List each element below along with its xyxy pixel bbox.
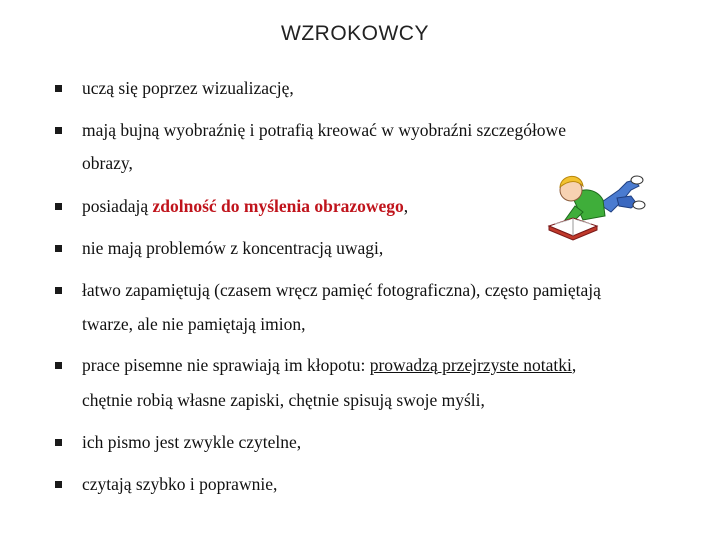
- boy-reading-illustration: [547, 160, 647, 242]
- list-item-text: posiadają: [82, 196, 153, 216]
- list-item-continuation: chętnie robią własne zapiski, chętnie spisują swoje myśli,: [82, 390, 485, 410]
- list-item-punctuation: ,: [571, 355, 577, 375]
- bullet-icon: [55, 481, 62, 488]
- list-item: [82, 195, 408, 217]
- list-item-continuation: obrazy,: [82, 153, 133, 173]
- list-item: [82, 354, 576, 376]
- underlined-phrase: prowadzą przejrzyste notatki: [369, 355, 572, 375]
- list-item: łatwo zapamiętują (czasem wręcz pamięć fotograficzna), często pamiętają: [82, 280, 601, 300]
- list-item: ich pismo jest zwykle czytelne,: [82, 432, 302, 452]
- list-item: nie mają problemów z koncentracją uwagi,: [82, 238, 384, 258]
- bullet-icon: [55, 203, 62, 210]
- highlighted-phrase: zdolność do myślenia obrazowego: [152, 196, 404, 216]
- list-item: czytają szybko i poprawnie,: [82, 474, 278, 494]
- list-item-punctuation: ,: [403, 196, 409, 216]
- bullet-icon: [55, 85, 62, 92]
- bullet-icon: [55, 439, 62, 446]
- list-item-text: prace pisemne nie sprawiają im kłopotu:: [82, 355, 370, 375]
- bullet-icon: [55, 127, 62, 134]
- list-item: uczą się poprzez wizualizację,: [82, 78, 294, 98]
- slide-title: WZROKOWCY: [281, 22, 429, 45]
- list-item-continuation: twarze, ale nie pamiętają imion,: [82, 314, 306, 334]
- list-item: mają bujną wyobraźnię i potrafią kreować w wyobraźni szczegółowe: [82, 120, 566, 140]
- bullet-icon: [55, 362, 62, 369]
- bullet-icon: [55, 287, 62, 294]
- bullet-icon: [55, 245, 62, 252]
